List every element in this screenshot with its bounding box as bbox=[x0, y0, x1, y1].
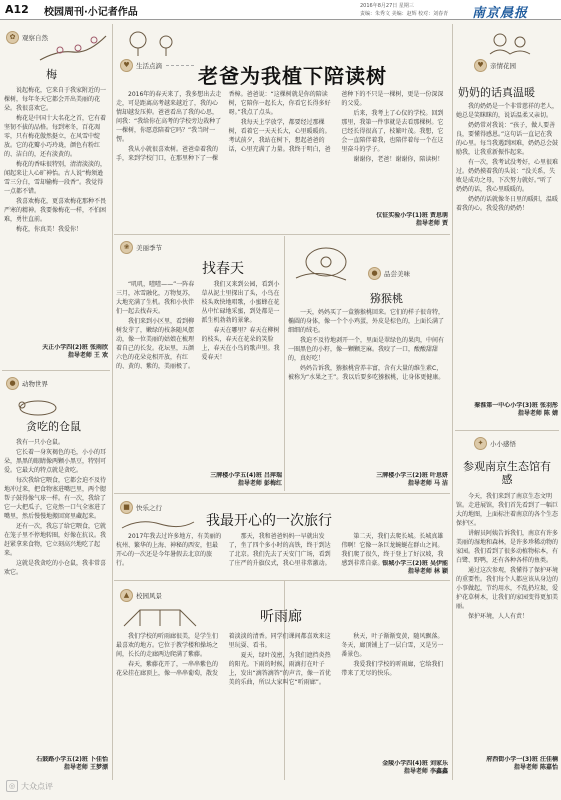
label-trip: ■ 快乐之行 bbox=[120, 500, 162, 514]
section-rule bbox=[455, 430, 559, 431]
label-food: ● 品尝美味 bbox=[368, 266, 410, 280]
fruit-icon: ● bbox=[368, 267, 381, 280]
article-title-hamster: 贪吃的仓鼠 bbox=[26, 420, 81, 433]
label-insight: ✦ 小小感悟 bbox=[474, 436, 516, 450]
watermark-logo-icon: ◎ bbox=[6, 780, 18, 792]
flower-icon: ❀ bbox=[120, 241, 133, 254]
column-rule bbox=[452, 24, 453, 780]
section-rule bbox=[114, 234, 450, 235]
article-body-dad-tree: 2016年的春天来了，我多想出去走走，可是距离高考越来越近了，我的心情却越发压抑。爸爸看出了我的心思，问我：“我给你在高考的学校旁边栽种了一棵树，你愿意陪着它吗？”我当时一愣。 我从小就很喜欢树。爸爸牵着我的手，来到学校门口，在那里种下了一棵香樟。爸爸说：“这棵树就是你的陪读树，它陪你一起长大，你看它长得多好呀。”我点了点头。 我每天上学放学，都要经过那棵树，看着它一天天长大，心里暖暖的。考试前夕，我站在树下，想起爸爸的话，心里充满了力量。我终于明白，爸爸种下的不只是一棵树，更是一份深深的父爱。 后来，我考上了心仪的学校。回到那里，我第一件事就是去看那棵树。它已经长得很高了，枝繁叶茂。我想，它会一直陪伴着我，也陪伴着每一个在这里奋斗的学子。 谢谢你，老爸！谢谢你，陪读树！ bbox=[116, 91, 444, 163]
heart-icon: ♥ bbox=[120, 59, 133, 72]
label-season: ❀ 美丽季节 bbox=[120, 240, 162, 254]
label-life: ♥ 生活点滴 bbox=[120, 58, 194, 72]
family-icon: ♥ bbox=[474, 59, 487, 72]
kiwi-illustration bbox=[286, 238, 364, 286]
article-body-grandma: 我的奶奶是一个非常慈祥的老人，她总是笑眯眯的，说话温柔又亲切。 奶奶常对我说：“孩子，做人要善良，要懂得感恩。”这句话一直记在我的心里。每当我遇到困难，奶奶总会鼓励我，让我重新振作起来。 有一次，我考试没考好，心里很难过。奶奶摸着我的头说：“没关系，失败是成功之母，下次努力就好。”听了奶奶的话，我心里暖暖的。 奶奶的话就像冬日里的暖阳，温暖着我的心。我爱我的奶奶！ bbox=[456, 103, 558, 212]
byline-kiwi: 三牌楼小学三(2)班 叶思妍 指导老师 马 洁 bbox=[376, 472, 448, 487]
byline-plum: 天正小学四(2)班 张雨欣 指导老师 王 欢 bbox=[42, 344, 108, 359]
article-title-eco-museum: 参观南京生态馆有感 bbox=[463, 460, 551, 486]
tree-illustration bbox=[118, 30, 188, 56]
article-body-eco-museum: 今天，我们来到了南京生态文明馆。走进展馆，我们首先看到了一幅巨大的地图，上面标注着南京的各个生态保护区。 讲解员阿姨告诉我们，南京有许多美丽的湿地和森林，是许多珍稀动物的家园。我们看到了很多动植物标本，有白鹭、野鸭，还有各种各样的鱼类。 通过这次参观，我懂得了保护环境的重要性。我们每个人都应该从身边的小事做起，节约用水，不乱扔垃圾，爱护花草树木，让我们的家园变得更加美丽。 保护环境，人人有责！ bbox=[456, 493, 558, 620]
article-title-spring: 找春天 bbox=[202, 261, 244, 277]
byline-spring: 三牌楼小学五(4)班 吕萍瑞 指导老师 彭梅红 bbox=[210, 472, 282, 487]
page-header bbox=[0, 0, 561, 20]
article-body-kiwi: 一天，妈妈买了一盒猕猴桃回来。它们的样子很奇特，椭圆的身体，像一个个小鸡蛋，外皮是棕色的，上面长满了细细的绒毛。 我迫不及待地剥开一个，里面是翠绿色的果肉，中间有一圈黑色的小籽，像一颗颗芝麻。我咬了一口，酸酸甜甜的，真好吃！ 妈妈告诉我，猕猴桃营养丰富，含有大量的维生素C，被称为“水果之王”。我以后要多吃猕猴桃，让身体更健康。 bbox=[288, 309, 445, 381]
leaf-icon: ✿ bbox=[6, 31, 19, 44]
suitcase-icon: ■ bbox=[120, 501, 133, 514]
page-number: A12 bbox=[5, 3, 29, 16]
label-watch-nature: ✿ 观察自然 bbox=[6, 30, 48, 44]
animal-illustration bbox=[8, 396, 68, 416]
byline-hamster: 石鼓路小学五(2)班 卜佳怡 指导老师 王梦漂 bbox=[36, 756, 108, 771]
article-body-plum: 说起梅花，它来自于我家附近的一棵树，每年冬天它都会开出美丽的花朵。我很喜欢它。 梅花是中国十大名花之首，它有着坚韧不拔的品格。每到寒冬，百花凋零，只有梅花傲然挺立，在风雪中绽放。它的花瓣小巧玲珑，颜色有粉红的、洁白的，还有淡黄的。 梅花的香味很特别，清清淡淡的，闻起来让人心旷神怡。古人说“梅须逊雪三分白，雪却输梅一段香”。我觉得一点都不错。 我喜欢梅花，更喜欢梅花那种不畏严寒的精神。我要像梅花一样，不怕困难，勇往直前。 梅花，你真美！我爱你！ bbox=[4, 87, 107, 233]
byline-dad-tree: 仪征实验小学(1)班 贾思萌 指导老师 贾 bbox=[376, 212, 448, 227]
article-title-grandma: 奶奶的话真温暖 bbox=[458, 86, 535, 99]
label-campus: ▲ 校园风景 bbox=[120, 588, 162, 602]
newspaper-brand: 南京晨报 bbox=[472, 6, 529, 21]
byline-trip: 银城小学三(2)班 吴伊能 指导老师 林 颖 bbox=[382, 560, 448, 575]
article-title-dad-tree: 老爸为我植下陪读树 bbox=[198, 64, 387, 88]
article-body-spring: “叽叽，喳喳——”一阵春三月，冰雪融化，万物复苏，大地充满了生机。我和小伙伴们一起去找春天。 我们来到小区里，看到柳树发芽了，嫩绿的枝条随风摆动，像一位美丽的姑娘在梳理着自己的长发。花坛里，五颜六色的花朵竞相开放，有红的、黄的、紫的，美丽极了。 我们又来到公园，看到小草从泥土里探出了头，小鸟在枝头欢快地唱歌，小蜜蜂在花丛中忙碌地采蜜，到处都是一派生机勃勃的景象。 春天在哪里？春天在柳树的枝头，春天在花朵的笑脸上，春天在小鸟的歌声里。我爱春天！ bbox=[116, 281, 280, 370]
section-rule bbox=[114, 580, 450, 581]
byline-rain-corridor: 金陵小学四(4)班 刘家乐 指导老师 李鑫鑫 bbox=[382, 760, 448, 775]
column-rule bbox=[284, 236, 285, 491]
watermark: ◎ 大众点评 bbox=[6, 780, 53, 792]
section-rule bbox=[2, 370, 110, 371]
editor-line: 责编：朱秀文 美编：赵辉 校对：刘春青 bbox=[360, 11, 449, 17]
family-illustration bbox=[470, 30, 550, 56]
school-icon: ▲ bbox=[120, 589, 133, 602]
bulb-icon: ✦ bbox=[474, 437, 487, 450]
section-title: 校园周刊·小记者作品 bbox=[44, 7, 138, 18]
label-family: ♥ 亲情花园 bbox=[474, 58, 516, 72]
section-rule bbox=[114, 493, 450, 494]
article-body-trip: 2017年我去过许多地方，有美丽的杭州、繁华的上海、神秘的西安，但最开心的一次还是今年暑假去北京的旅行。 那天，我和爸爸妈妈一早就出发了，坐了四个多小时的高铁，终于到达了北京。我们先去了天安门广场，看到了庄严的升旗仪式，我心里非常激动。 第二天，我们去爬长城。长城真雄伟啊！它像一条巨龙蜿蜒在群山之间。我们爬了很久，终于登上了好汉坡，我感到非常自豪。 bbox=[116, 533, 444, 567]
article-body-rain-corridor: 我们学校的听雨廊很美，是学生们最喜欢的地方。它位于教学楼和操场之间，长长的走廊两边爬满了紫藤。 春天，紫藤花开了，一串串紫色的花朵挂在廊顶上，像一串串葡萄，散发着淡淡的清香。同学们课间都喜欢来这里玩耍、看书。 夏天，绿叶茂密，为我们遮挡炎热的阳光。下雨的时候，雨滴打在叶子上，发出“滴答滴答”的声音，像一首优美的乐曲，所以大家叫它“听雨廊”。 秋天，叶子渐渐变黄，随风飘落。冬天，廊顶铺上了一层白雪，又是另一番景色。 我爱我们学校的听雨廊，它给我们带来了无尽的快乐。 bbox=[116, 633, 444, 686]
date-line: 2016年8月27日 星期三 bbox=[360, 3, 414, 9]
byline-grandma: 秦淮第一中心小学(3)班 张羽彤 指导老师 陈 婧 bbox=[474, 402, 558, 417]
plum-branch-illustration bbox=[38, 30, 108, 64]
article-title-kiwi: 猕猴桃 bbox=[370, 292, 403, 305]
article-title-trip: 我最开心的一次旅行 bbox=[206, 513, 332, 529]
travel-illustration bbox=[120, 516, 196, 532]
label-animal-world: ● 动物世界 bbox=[6, 376, 48, 390]
corridor-illustration bbox=[120, 604, 200, 630]
byline-eco-museum: 府西街小学一(3)班 汪佳楠 指导老师 陈嘉怡 bbox=[486, 756, 558, 771]
article-title-plum: 梅 bbox=[46, 68, 57, 81]
column-rule bbox=[112, 24, 113, 780]
article-body-hamster: 我有一只小仓鼠。 它长着一身灰褐色的毛，小小的耳朵，黑黑的眼睛像两颗小黑豆，特别可爱。它最大的特点就是贪吃。 每次我给它喂食，它都会迫不及待地冲过来，把食物塞进嘴巴里，两个腮帮子鼓得像气球一样。有一次，我给了它一大把瓜子，它竟然一口气全塞进了嘴里，然后慢慢地搬回窝里藏起来。 还有一次，我忘了给它喂食，它就在笼子里不停地转圈，好像在抗议。我赶紧拿来食物，它立刻高兴地吃了起来。 这就是我贪吃的小仓鼠，我非常喜欢它。 bbox=[4, 439, 107, 576]
article-title-rain-corridor: 听雨廊 bbox=[260, 609, 302, 625]
paw-icon: ● bbox=[6, 377, 19, 390]
